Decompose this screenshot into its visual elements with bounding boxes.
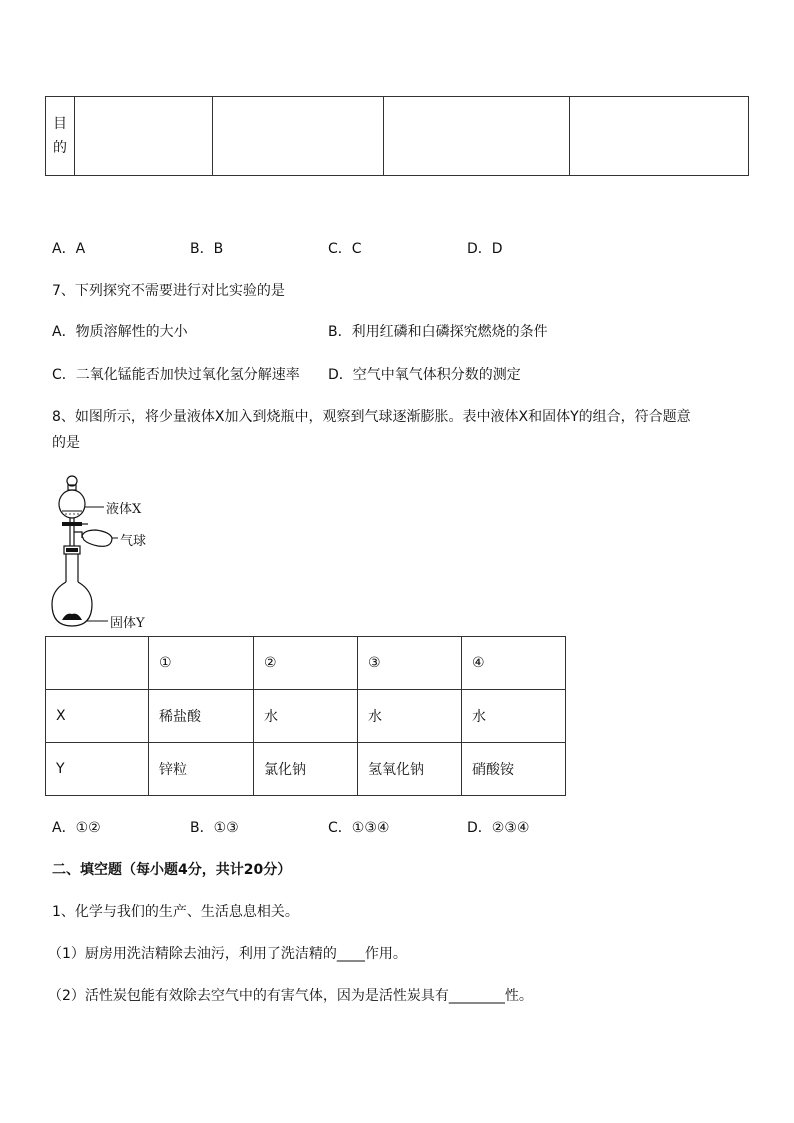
q8-option-b[interactable]: B．①③	[190, 820, 239, 836]
table-header-4: ④	[462, 637, 566, 690]
separatory-funnel	[59, 490, 85, 518]
table-header-3: ③	[358, 637, 462, 690]
q6-option-a[interactable]: A．A	[52, 241, 86, 257]
section-2-title: 二、填空题（每小题4分，共计20分）	[52, 862, 292, 878]
top-table-cell-c	[384, 97, 570, 176]
label-liquid-x: 液体X	[106, 502, 142, 517]
top-table-label-cell	[46, 97, 75, 176]
table-row-x-4: 水	[462, 690, 566, 743]
top-table-cell-b	[213, 97, 384, 176]
q8-stem-line1: 8、如图所示，将少量液体X加入到烧瓶中，观察到气球逐渐膨胀。表中液体X和固体Y的组合，符合题意	[52, 409, 691, 425]
q7-option-d[interactable]: D．空气中氧气体积分数的测定	[328, 367, 521, 383]
q7-stem: 7、下列探究不需要进行对比实验的是	[52, 283, 285, 299]
table-header-1: ①	[149, 637, 254, 690]
q8-stem-line2: 的是	[52, 435, 80, 451]
table-row-x-label: X	[46, 690, 149, 743]
top-table-label-line1: 目	[53, 116, 67, 132]
q8-option-a[interactable]: A．①②	[52, 820, 101, 836]
balloon	[82, 530, 112, 546]
fill-q1-sub2: （2）活性炭包能有效除去空气中的有害气体，因为是活性炭具有________性。	[48, 988, 533, 1004]
table-row-y-3: 氢氧化钠	[358, 743, 462, 796]
q7-option-b[interactable]: B．利用红磷和白磷探究燃烧的条件	[328, 324, 548, 340]
q8-option-d[interactable]: D．②③④	[467, 820, 530, 836]
top-table-cell-a	[75, 97, 213, 176]
q6-option-b[interactable]: B．B	[190, 241, 224, 257]
side-tube	[74, 532, 82, 538]
top-table-label-line2: 的	[53, 140, 67, 156]
top-table	[45, 96, 749, 176]
table-row-y-2: 氯化钠	[254, 743, 358, 796]
q7-option-c[interactable]: C．二氧化锰能否加快过氧化氢分解速率	[52, 367, 300, 383]
table-row-x-1: 稀盐酸	[149, 690, 254, 743]
table-row-y-1: 锌粒	[149, 743, 254, 796]
table-header-blank	[46, 637, 149, 690]
table-header-2: ②	[254, 637, 358, 690]
q8-option-c[interactable]: C．①③④	[328, 820, 390, 836]
q6-option-c[interactable]: C．C	[328, 241, 362, 257]
table-row-y-label: Y	[46, 743, 149, 796]
stopcock	[62, 522, 82, 526]
fill-q1-stem: 1、化学与我们的生产、生活息息相关。	[52, 904, 299, 920]
label-balloon: 气球	[120, 534, 147, 549]
q6-option-d[interactable]: D．D	[467, 241, 503, 257]
table-row-y-4: 硝酸铵	[462, 743, 566, 796]
q7-option-a[interactable]: A．物质溶解性的大小	[52, 324, 188, 340]
fill-q1-sub1: （1）厨房用洗洁精除去油污，利用了洗洁精的____作用。	[48, 946, 407, 962]
table-row-x-2: 水	[254, 690, 358, 743]
q8-combination-table	[45, 636, 566, 796]
table-row-x-3: 水	[358, 690, 462, 743]
solid-y	[62, 614, 82, 620]
label-solid-y: 固体Y	[110, 616, 145, 631]
top-table-cell-d	[570, 97, 749, 176]
flask-apparatus-figure	[48, 472, 178, 634]
